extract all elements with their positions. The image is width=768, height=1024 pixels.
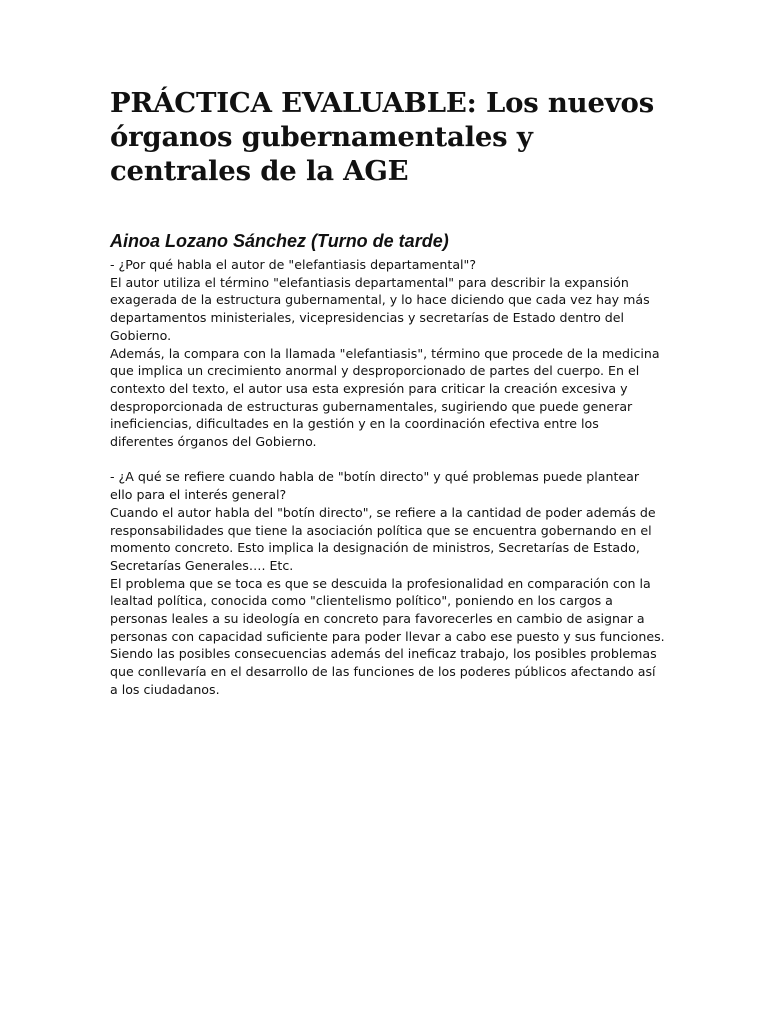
answer-2-paragraph-2: El problema que se toca es que se descuida la profesionalidad en comparación con la lealtad política, conocida como "clientelismo político", poniendo en los cargos a personas leales a su ideología en concreto para favorecerles en cambio de asignar a personas con capacidad suficiente para poder llevar a cabo ese puesto y sus funciones. [110,575,665,644]
answer-1-paragraph-2: Además, la compara con la llamada "elefantiasis", término que procede de la medicina que implica un crecimiento anormal y desproporcionado de partes del cuerpo. En el contexto del texto, el autor usa esta expresión para criticar la creación excesiva y desproporcionada de estructuras gubernamentales, sugiriendo que puede generar ineficiencias, dificultades en la gestión y en la coordinación efectiva entre los diferentes órganos del Gobierno. [110,345,660,450]
question-2: - ¿A qué se refiere cuando habla de "botín directo" y qué problemas puede plantear ello para el interés general? [110,469,640,503]
paragraph-spacer [110,451,665,469]
answer-2-paragraph-3: Siendo las posibles consecuencias además del ineficaz trabajo, los posibles problemas que conllevaría en el desarrollo de las funciones de los poderes públicos afectando así a los ciudadanos. [110,646,657,697]
question-1: - ¿Por qué habla el autor de "elefantiasis departamental"? [110,257,477,272]
answer-1-paragraph-1: El autor utiliza el término "elefantiasis departamental" para describir la expansión exagerada de la estructura gubernamental, y lo hace diciendo que cada vez hay más departamentos ministeriales, vicepresidencias y secretarías de Estado dentro del Gobierno. [110,274,650,343]
answer-2-paragraph-1: Cuando el autor habla del "botín directo", se refiere a la cantidad de poder además de responsabilidades que tiene la asociación política que se encuentra gobernando en el momento concreto. Esto implica la designación de ministros, Secretarías de Estado, Secretarías Generales…. Etc. [110,504,656,573]
document-title: PRÁCTICA EVALUABLE: Los nuevos órganos gubernamentales y centrales de la AGE [110,87,654,187]
author-line: Ainoa Lozano Sánchez (Turno de tarde) [110,231,449,251]
document-body [110,256,665,699]
